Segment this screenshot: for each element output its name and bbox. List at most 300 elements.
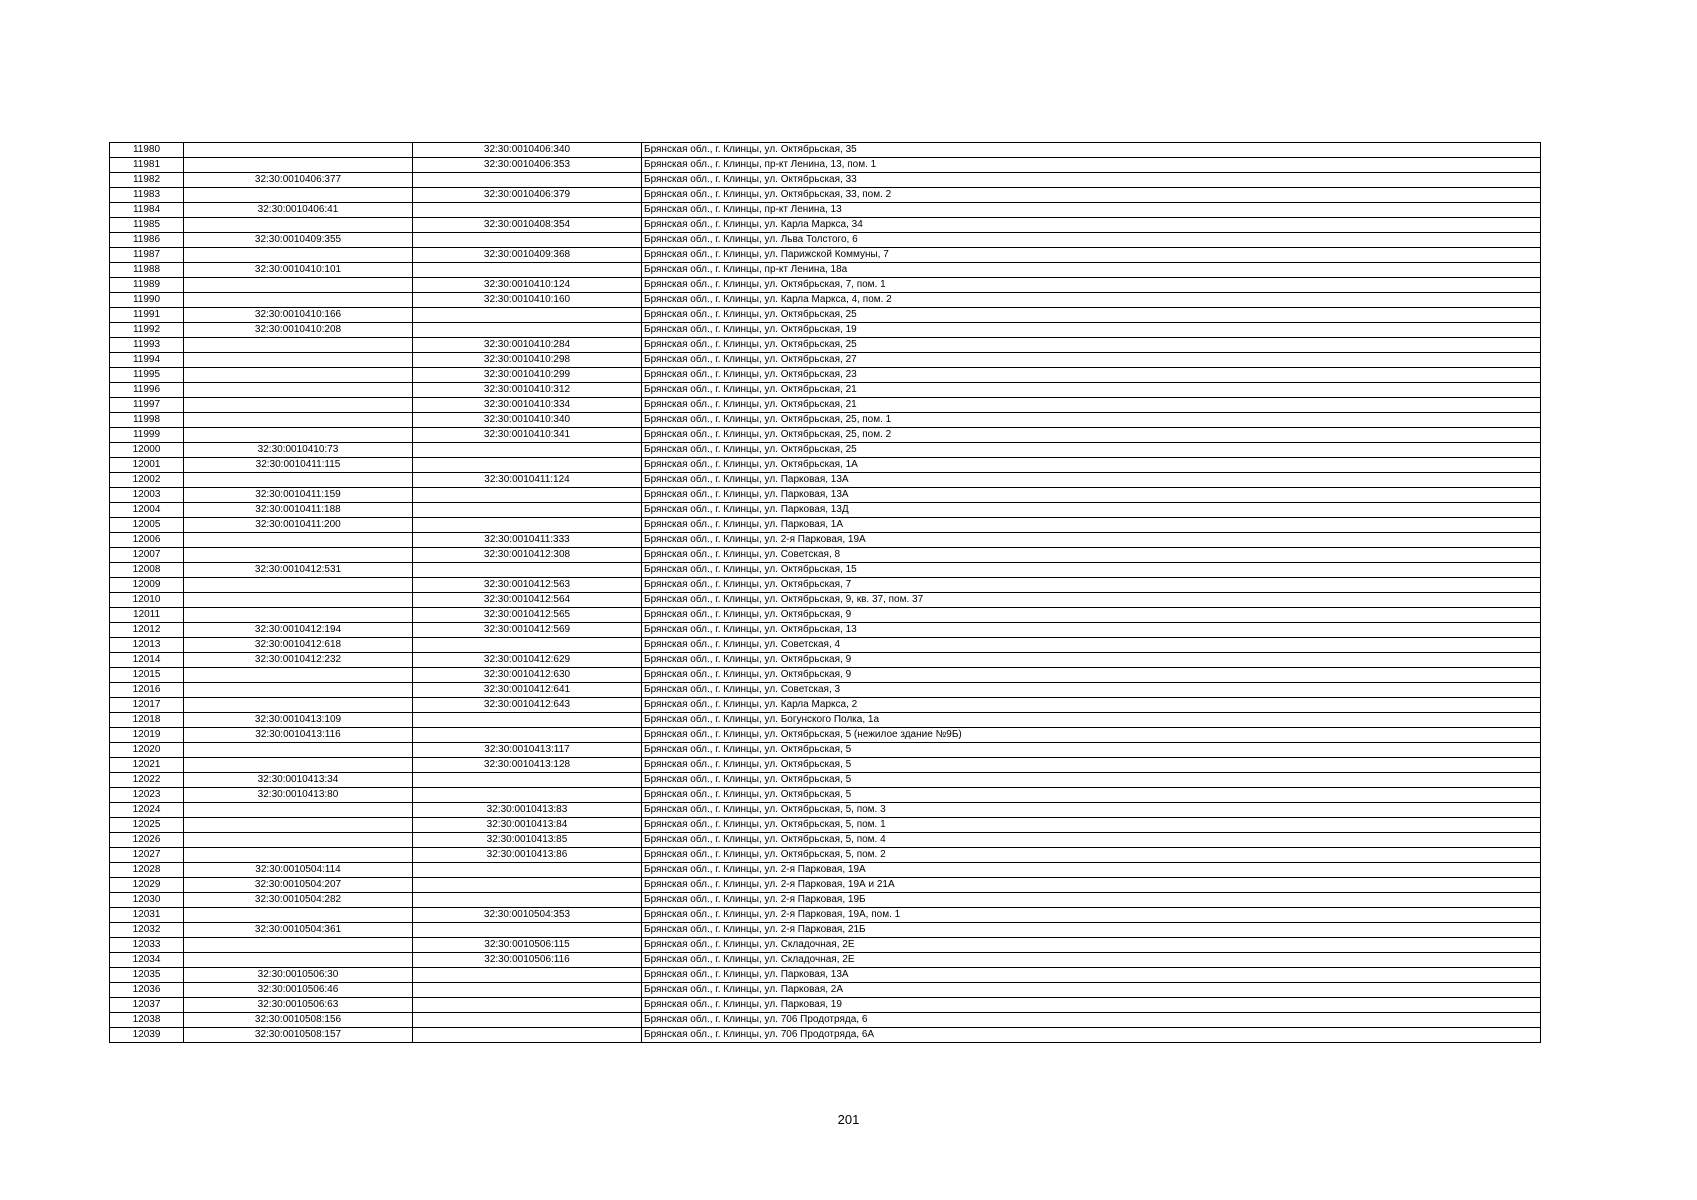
premises-cadastral-number-cell: 32:30:0010504:353: [413, 908, 642, 923]
cadastral-number-cell: [184, 143, 413, 158]
row-number-cell: 11997: [110, 398, 184, 413]
row-number-cell: 12029: [110, 878, 184, 893]
premises-cadastral-number-cell: 32:30:0010413:85: [413, 833, 642, 848]
premises-cadastral-number-cell: 32:30:0010409:368: [413, 248, 642, 263]
cadastral-number-cell: 32:30:0010506:46: [184, 983, 413, 998]
address-cell: Брянская обл., г. Клинцы, ул. Октябрьская, 35: [642, 143, 1541, 158]
row-number-cell: 12038: [110, 1013, 184, 1028]
cadastral-number-cell: [184, 938, 413, 953]
premises-cadastral-number-cell: [413, 518, 642, 533]
address-cell: Брянская обл., г. Клинцы, ул. Октябрьская, 5: [642, 773, 1541, 788]
premises-cadastral-number-cell: 32:30:0010410:334: [413, 398, 642, 413]
table-row: [110, 1013, 1541, 1028]
address-cell: Брянская обл., г. Клинцы, ул. Октябрьская, 25, пом. 2: [642, 428, 1541, 443]
row-number-cell: 11986: [110, 233, 184, 248]
row-number-cell: 12003: [110, 488, 184, 503]
table-row: [110, 353, 1541, 368]
address-cell: Брянская обл., г. Клинцы, ул. 2-я Парковая, 19А, пом. 1: [642, 908, 1541, 923]
cadastral-number-cell: 32:30:0010413:80: [184, 788, 413, 803]
address-cell: Брянская обл., г. Клинцы, ул. Складочная, 2Е: [642, 938, 1541, 953]
table-row: [110, 203, 1541, 218]
cadastral-number-cell: [184, 278, 413, 293]
premises-cadastral-number-cell: [413, 323, 642, 338]
table-row: [110, 233, 1541, 248]
row-number-cell: 12028: [110, 863, 184, 878]
address-cell: Брянская обл., г. Клинцы, ул. Октябрьская, 1А: [642, 458, 1541, 473]
address-cell: Брянская обл., г. Клинцы, ул. Октябрьская, 25: [642, 308, 1541, 323]
premises-cadastral-number-cell: 32:30:0010411:333: [413, 533, 642, 548]
row-number-cell: 12023: [110, 788, 184, 803]
table-row: [110, 383, 1541, 398]
cadastral-number-cell: [184, 698, 413, 713]
address-cell: Брянская обл., г. Клинцы, ул. Октябрьская, 25: [642, 338, 1541, 353]
row-number-cell: 12022: [110, 773, 184, 788]
premises-cadastral-number-cell: [413, 923, 642, 938]
cadastral-number-cell: 32:30:0010410:101: [184, 263, 413, 278]
cadastral-number-cell: 32:30:0010412:531: [184, 563, 413, 578]
cadastral-number-cell: [184, 548, 413, 563]
cadastral-number-cell: 32:30:0010411:188: [184, 503, 413, 518]
premises-cadastral-number-cell: 32:30:0010410:124: [413, 278, 642, 293]
row-number-cell: 11995: [110, 368, 184, 383]
cadastral-number-cell: [184, 758, 413, 773]
table-row: [110, 308, 1541, 323]
table-row: [110, 278, 1541, 293]
address-cell: Брянская обл., г. Клинцы, ул. 2-я Парковая, 19А: [642, 863, 1541, 878]
cadastral-number-cell: [184, 368, 413, 383]
address-cell: Брянская обл., г. Клинцы, ул. Октябрьская, 9: [642, 668, 1541, 683]
cadastral-number-cell: [184, 218, 413, 233]
row-number-cell: 12020: [110, 743, 184, 758]
cadastral-number-cell: 32:30:0010413:34: [184, 773, 413, 788]
address-cell: Брянская обл., г. Клинцы, ул. Богунского Полка, 1а: [642, 713, 1541, 728]
row-number-cell: 12026: [110, 833, 184, 848]
cadastral-number-cell: 32:30:0010504:282: [184, 893, 413, 908]
premises-cadastral-number-cell: [413, 233, 642, 248]
row-number-cell: 11992: [110, 323, 184, 338]
row-number-cell: 12004: [110, 503, 184, 518]
address-cell: Брянская обл., г. Клинцы, ул. Октябрьская, 9: [642, 653, 1541, 668]
premises-cadastral-number-cell: [413, 458, 642, 473]
premises-cadastral-number-cell: [413, 728, 642, 743]
premises-cadastral-number-cell: 32:30:0010411:124: [413, 473, 642, 488]
table-row: [110, 833, 1541, 848]
row-number-cell: 11984: [110, 203, 184, 218]
table-row: [110, 758, 1541, 773]
premises-cadastral-number-cell: 32:30:0010406:353: [413, 158, 642, 173]
cadastral-number-cell: 32:30:0010411:159: [184, 488, 413, 503]
premises-cadastral-number-cell: [413, 788, 642, 803]
address-cell: Брянская обл., г. Клинцы, ул. Октябрьская, 23: [642, 368, 1541, 383]
address-cell: Брянская обл., г. Клинцы, ул. Карла Маркса, 2: [642, 698, 1541, 713]
table-row: [110, 668, 1541, 683]
row-number-cell: 12007: [110, 548, 184, 563]
cadastral-number-cell: 32:30:0010412:618: [184, 638, 413, 653]
cadastral-number-cell: [184, 248, 413, 263]
table-row: [110, 983, 1541, 998]
address-cell: Брянская обл., г. Клинцы, ул. 2-я Парковая, 21Б: [642, 923, 1541, 938]
table-row: [110, 188, 1541, 203]
row-number-cell: 12008: [110, 563, 184, 578]
table-row: [110, 428, 1541, 443]
cadastral-number-cell: 32:30:0010406:377: [184, 173, 413, 188]
table-row: [110, 878, 1541, 893]
row-number-cell: 11991: [110, 308, 184, 323]
table-row: [110, 638, 1541, 653]
address-cell: Брянская обл., г. Клинцы, ул. Октябрьская, 13: [642, 623, 1541, 638]
premises-cadastral-number-cell: 32:30:0010413:86: [413, 848, 642, 863]
premises-cadastral-number-cell: 32:30:0010413:84: [413, 818, 642, 833]
cadastral-number-cell: 32:30:0010409:355: [184, 233, 413, 248]
address-cell: Брянская обл., г. Клинцы, ул. 706 Продотряда, 6: [642, 1013, 1541, 1028]
address-cell: Брянская обл., г. Клинцы, ул. Парковая, 19: [642, 998, 1541, 1013]
table-row: [110, 503, 1541, 518]
address-cell: Брянская обл., г. Клинцы, пр-кт Ленина, 13: [642, 203, 1541, 218]
row-number-cell: 11980: [110, 143, 184, 158]
address-cell: Брянская обл., г. Клинцы, пр-кт Ленина, 13, пом. 1: [642, 158, 1541, 173]
row-number-cell: 11993: [110, 338, 184, 353]
table-row: [110, 728, 1541, 743]
address-cell: Брянская обл., г. Клинцы, ул. Советская, 3: [642, 683, 1541, 698]
table-row: [110, 578, 1541, 593]
cadastral-number-cell: 32:30:0010412:232: [184, 653, 413, 668]
address-cell: Брянская обл., г. Клинцы, ул. Парижской Коммуны, 7: [642, 248, 1541, 263]
address-cell: Брянская обл., г. Клинцы, ул. Октябрьская, 5: [642, 743, 1541, 758]
cadastral-number-cell: 32:30:0010504:207: [184, 878, 413, 893]
table-row: [110, 143, 1541, 158]
cadastral-number-cell: 32:30:0010411:200: [184, 518, 413, 533]
table-row: [110, 773, 1541, 788]
address-cell: Брянская обл., г. Клинцы, ул. Октябрьская, 5, пом. 3: [642, 803, 1541, 818]
address-cell: Брянская обл., г. Клинцы, ул. 2-я Парковая, 19А: [642, 533, 1541, 548]
cadastral-number-cell: [184, 803, 413, 818]
cadastral-number-cell: 32:30:0010506:30: [184, 968, 413, 983]
table-row: [110, 158, 1541, 173]
address-cell: Брянская обл., г. Клинцы, ул. Советская, 4: [642, 638, 1541, 653]
premises-cadastral-number-cell: 32:30:0010406:340: [413, 143, 642, 158]
row-number-cell: 11981: [110, 158, 184, 173]
address-cell: Брянская обл., г. Клинцы, ул. Октябрьская, 21: [642, 383, 1541, 398]
table-row: [110, 923, 1541, 938]
premises-cadastral-number-cell: 32:30:0010413:117: [413, 743, 642, 758]
premises-cadastral-number-cell: 32:30:0010412:308: [413, 548, 642, 563]
cadastral-number-cell: [184, 848, 413, 863]
row-number-cell: 12021: [110, 758, 184, 773]
address-cell: Брянская обл., г. Клинцы, ул. 2-я Парковая, 19А и 21А: [642, 878, 1541, 893]
premises-cadastral-number-cell: [413, 998, 642, 1013]
table-row: [110, 248, 1541, 263]
row-number-cell: 12009: [110, 578, 184, 593]
table-row: [110, 173, 1541, 188]
table-row: [110, 518, 1541, 533]
row-number-cell: 12036: [110, 983, 184, 998]
row-number-cell: 12010: [110, 593, 184, 608]
premises-cadastral-number-cell: 32:30:0010412:641: [413, 683, 642, 698]
row-number-cell: 12017: [110, 698, 184, 713]
cadastral-number-cell: 32:30:0010504:361: [184, 923, 413, 938]
cadastral-number-cell: [184, 428, 413, 443]
address-cell: Брянская обл., г. Клинцы, ул. Октябрьская, 21: [642, 398, 1541, 413]
page-number: 201: [837, 1112, 860, 1127]
premises-cadastral-number-cell: 32:30:0010412:630: [413, 668, 642, 683]
address-cell: Брянская обл., г. Клинцы, ул. Октябрьская, 7: [642, 578, 1541, 593]
row-number-cell: 12024: [110, 803, 184, 818]
cadastral-number-cell: [184, 353, 413, 368]
table-row: [110, 953, 1541, 968]
cadastral-number-cell: 32:30:0010412:194: [184, 623, 413, 638]
address-cell: Брянская обл., г. Клинцы, ул. Октябрьская, 5 (нежилое здание №9Б): [642, 728, 1541, 743]
cadastral-number-cell: 32:30:0010504:114: [184, 863, 413, 878]
row-number-cell: 11988: [110, 263, 184, 278]
premises-cadastral-number-cell: [413, 1013, 642, 1028]
address-cell: Брянская обл., г. Клинцы, пр-кт Ленина, 18а: [642, 263, 1541, 278]
table-row: [110, 908, 1541, 923]
address-cell: Брянская обл., г. Клинцы, ул. Октябрьская, 7, пом. 1: [642, 278, 1541, 293]
address-cell: Брянская обл., г. Клинцы, ул. Октябрьская, 5: [642, 758, 1541, 773]
premises-cadastral-number-cell: 32:30:0010410:298: [413, 353, 642, 368]
table-row: [110, 443, 1541, 458]
address-cell: Брянская обл., г. Клинцы, ул. 2-я Парковая, 19Б: [642, 893, 1541, 908]
row-number-cell: 11998: [110, 413, 184, 428]
table-row: [110, 218, 1541, 233]
address-cell: Брянская обл., г. Клинцы, ул. Октябрьская, 9: [642, 608, 1541, 623]
address-cell: Брянская обл., г. Клинцы, ул. Складочная, 2Е: [642, 953, 1541, 968]
address-cell: Брянская обл., г. Клинцы, ул. Октябрьская, 5: [642, 788, 1541, 803]
row-number-cell: 12025: [110, 818, 184, 833]
row-number-cell: 12034: [110, 953, 184, 968]
table-row: [110, 788, 1541, 803]
address-cell: Брянская обл., г. Клинцы, ул. Парковая, 1А: [642, 518, 1541, 533]
cadastral-number-cell: [184, 668, 413, 683]
cadastral-number-cell: [184, 293, 413, 308]
premises-cadastral-number-cell: [413, 203, 642, 218]
table-row: [110, 398, 1541, 413]
table-row: [110, 1028, 1541, 1043]
row-number-cell: 12027: [110, 848, 184, 863]
address-cell: Брянская обл., г. Клинцы, ул. Льва Толстого, 6: [642, 233, 1541, 248]
premises-cadastral-number-cell: 32:30:0010412:569: [413, 623, 642, 638]
cadastral-number-cell: [184, 593, 413, 608]
row-number-cell: 12000: [110, 443, 184, 458]
premises-cadastral-number-cell: [413, 983, 642, 998]
address-cell: Брянская обл., г. Клинцы, ул. Парковая, 13А: [642, 473, 1541, 488]
row-number-cell: 12035: [110, 968, 184, 983]
row-number-cell: 12011: [110, 608, 184, 623]
table-row: [110, 998, 1541, 1013]
row-number-cell: 12031: [110, 908, 184, 923]
address-cell: Брянская обл., г. Клинцы, ул. Октябрьская, 33: [642, 173, 1541, 188]
premises-cadastral-number-cell: [413, 173, 642, 188]
row-number-cell: 11994: [110, 353, 184, 368]
table-row: [110, 698, 1541, 713]
table-row: [110, 938, 1541, 953]
row-number-cell: 11982: [110, 173, 184, 188]
table-row: [110, 803, 1541, 818]
table-row: [110, 488, 1541, 503]
table-row: [110, 263, 1541, 278]
table-row: [110, 893, 1541, 908]
premises-cadastral-number-cell: 32:30:0010412:565: [413, 608, 642, 623]
table-row: [110, 593, 1541, 608]
cadastral-number-cell: [184, 683, 413, 698]
row-number-cell: 12032: [110, 923, 184, 938]
registry-table-body: [110, 143, 1541, 1043]
row-number-cell: 12016: [110, 683, 184, 698]
row-number-cell: 12012: [110, 623, 184, 638]
table-row: [110, 608, 1541, 623]
address-cell: Брянская обл., г. Клинцы, ул. Октябрьская, 5, пом. 4: [642, 833, 1541, 848]
premises-cadastral-number-cell: 32:30:0010410:341: [413, 428, 642, 443]
premises-cadastral-number-cell: 32:30:0010408:354: [413, 218, 642, 233]
address-cell: Брянская обл., г. Клинцы, ул. Парковая, 13А: [642, 968, 1541, 983]
table-row: [110, 293, 1541, 308]
address-cell: Брянская обл., г. Клинцы, ул. Октябрьская, 15: [642, 563, 1541, 578]
cadastral-number-cell: [184, 908, 413, 923]
cadastral-number-cell: [184, 608, 413, 623]
cadastral-number-cell: 32:30:0010508:157: [184, 1028, 413, 1043]
table-row: [110, 413, 1541, 428]
table-row: [110, 458, 1541, 473]
cadastral-number-cell: 32:30:0010410:208: [184, 323, 413, 338]
premises-cadastral-number-cell: [413, 488, 642, 503]
cadastral-number-cell: [184, 953, 413, 968]
table-row: [110, 368, 1541, 383]
cadastral-number-cell: [184, 383, 413, 398]
premises-cadastral-number-cell: [413, 713, 642, 728]
premises-cadastral-number-cell: [413, 893, 642, 908]
cadastral-number-cell: 32:30:0010410:166: [184, 308, 413, 323]
row-number-cell: 12002: [110, 473, 184, 488]
cadastral-number-cell: [184, 473, 413, 488]
row-number-cell: 12018: [110, 713, 184, 728]
premises-cadastral-number-cell: [413, 863, 642, 878]
table-row: [110, 653, 1541, 668]
row-number-cell: 12030: [110, 893, 184, 908]
row-number-cell: 12014: [110, 653, 184, 668]
address-cell: Брянская обл., г. Клинцы, ул. Советская, 8: [642, 548, 1541, 563]
premises-cadastral-number-cell: [413, 968, 642, 983]
table-row: [110, 863, 1541, 878]
table-row: [110, 563, 1541, 578]
premises-cadastral-number-cell: 32:30:0010506:115: [413, 938, 642, 953]
premises-cadastral-number-cell: [413, 563, 642, 578]
cadastral-number-cell: [184, 833, 413, 848]
address-cell: Брянская обл., г. Клинцы, ул. Октябрьская, 25, пом. 1: [642, 413, 1541, 428]
row-number-cell: 11996: [110, 383, 184, 398]
row-number-cell: 12037: [110, 998, 184, 1013]
cadastral-number-cell: [184, 578, 413, 593]
cadastral-number-cell: [184, 188, 413, 203]
cadastral-number-cell: [184, 533, 413, 548]
premises-cadastral-number-cell: [413, 443, 642, 458]
table-row: [110, 968, 1541, 983]
registry-table: [109, 142, 1541, 1043]
address-cell: Брянская обл., г. Клинцы, ул. Карла Маркса, 4, пом. 2: [642, 293, 1541, 308]
address-cell: Брянская обл., г. Клинцы, ул. Октябрьская, 27: [642, 353, 1541, 368]
premises-cadastral-number-cell: [413, 503, 642, 518]
table-row: [110, 623, 1541, 638]
premises-cadastral-number-cell: [413, 638, 642, 653]
premises-cadastral-number-cell: 32:30:0010410:312: [413, 383, 642, 398]
table-row: [110, 323, 1541, 338]
premises-cadastral-number-cell: 32:30:0010412:629: [413, 653, 642, 668]
row-number-cell: 12006: [110, 533, 184, 548]
row-number-cell: 12033: [110, 938, 184, 953]
cadastral-number-cell: 32:30:0010413:109: [184, 713, 413, 728]
premises-cadastral-number-cell: 32:30:0010410:284: [413, 338, 642, 353]
table-row: [110, 338, 1541, 353]
table-row: [110, 743, 1541, 758]
row-number-cell: 12001: [110, 458, 184, 473]
row-number-cell: 12019: [110, 728, 184, 743]
cadastral-number-cell: 32:30:0010411:115: [184, 458, 413, 473]
address-cell: Брянская обл., г. Клинцы, ул. Октябрьская, 33, пом. 2: [642, 188, 1541, 203]
premises-cadastral-number-cell: 32:30:0010410:340: [413, 413, 642, 428]
premises-cadastral-number-cell: 32:30:0010410:160: [413, 293, 642, 308]
cadastral-number-cell: 32:30:0010406:41: [184, 203, 413, 218]
cadastral-number-cell: [184, 398, 413, 413]
premises-cadastral-number-cell: [413, 1028, 642, 1043]
row-number-cell: 11985: [110, 218, 184, 233]
address-cell: Брянская обл., г. Клинцы, ул. Парковая, 13Д: [642, 503, 1541, 518]
row-number-cell: 11999: [110, 428, 184, 443]
premises-cadastral-number-cell: [413, 773, 642, 788]
row-number-cell: 12013: [110, 638, 184, 653]
premises-cadastral-number-cell: 32:30:0010412:643: [413, 698, 642, 713]
address-cell: Брянская обл., г. Клинцы, ул. Октябрьская, 25: [642, 443, 1541, 458]
address-cell: Брянская обл., г. Клинцы, ул. Парковая, 13А: [642, 488, 1541, 503]
row-number-cell: 11990: [110, 293, 184, 308]
premises-cadastral-number-cell: 32:30:0010412:563: [413, 578, 642, 593]
row-number-cell: 11983: [110, 188, 184, 203]
cadastral-number-cell: 32:30:0010506:63: [184, 998, 413, 1013]
row-number-cell: 11989: [110, 278, 184, 293]
row-number-cell: 11987: [110, 248, 184, 263]
premises-cadastral-number-cell: 32:30:0010413:128: [413, 758, 642, 773]
premises-cadastral-number-cell: 32:30:0010506:116: [413, 953, 642, 968]
cadastral-number-cell: [184, 158, 413, 173]
cadastral-number-cell: 32:30:0010410:73: [184, 443, 413, 458]
table-row: [110, 533, 1541, 548]
address-cell: Брянская обл., г. Клинцы, ул. Октябрьская, 5, пом. 1: [642, 818, 1541, 833]
address-cell: Брянская обл., г. Клинцы, ул. 706 Продотряда, 6А: [642, 1028, 1541, 1043]
cadastral-number-cell: 32:30:0010508:156: [184, 1013, 413, 1028]
cadastral-number-cell: [184, 338, 413, 353]
premises-cadastral-number-cell: [413, 878, 642, 893]
table-row: [110, 818, 1541, 833]
table-row: [110, 713, 1541, 728]
table-row: [110, 473, 1541, 488]
premises-cadastral-number-cell: 32:30:0010412:564: [413, 593, 642, 608]
cadastral-number-cell: [184, 743, 413, 758]
row-number-cell: 12015: [110, 668, 184, 683]
cadastral-number-cell: [184, 413, 413, 428]
address-cell: Брянская обл., г. Клинцы, ул. Октябрьская, 5, пом. 2: [642, 848, 1541, 863]
row-number-cell: 12005: [110, 518, 184, 533]
premises-cadastral-number-cell: [413, 308, 642, 323]
table-row: [110, 848, 1541, 863]
cadastral-number-cell: [184, 818, 413, 833]
cadastral-number-cell: 32:30:0010413:116: [184, 728, 413, 743]
address-cell: Брянская обл., г. Клинцы, ул. Октябрьская, 9, кв. 37, пом. 37: [642, 593, 1541, 608]
table-row: [110, 683, 1541, 698]
address-cell: Брянская обл., г. Клинцы, ул. Парковая, 2А: [642, 983, 1541, 998]
address-cell: Брянская обл., г. Клинцы, ул. Октябрьская, 19: [642, 323, 1541, 338]
premises-cadastral-number-cell: 32:30:0010406:379: [413, 188, 642, 203]
address-cell: Брянская обл., г. Клинцы, ул. Карла Маркса, 34: [642, 218, 1541, 233]
row-number-cell: 12039: [110, 1028, 184, 1043]
premises-cadastral-number-cell: [413, 263, 642, 278]
